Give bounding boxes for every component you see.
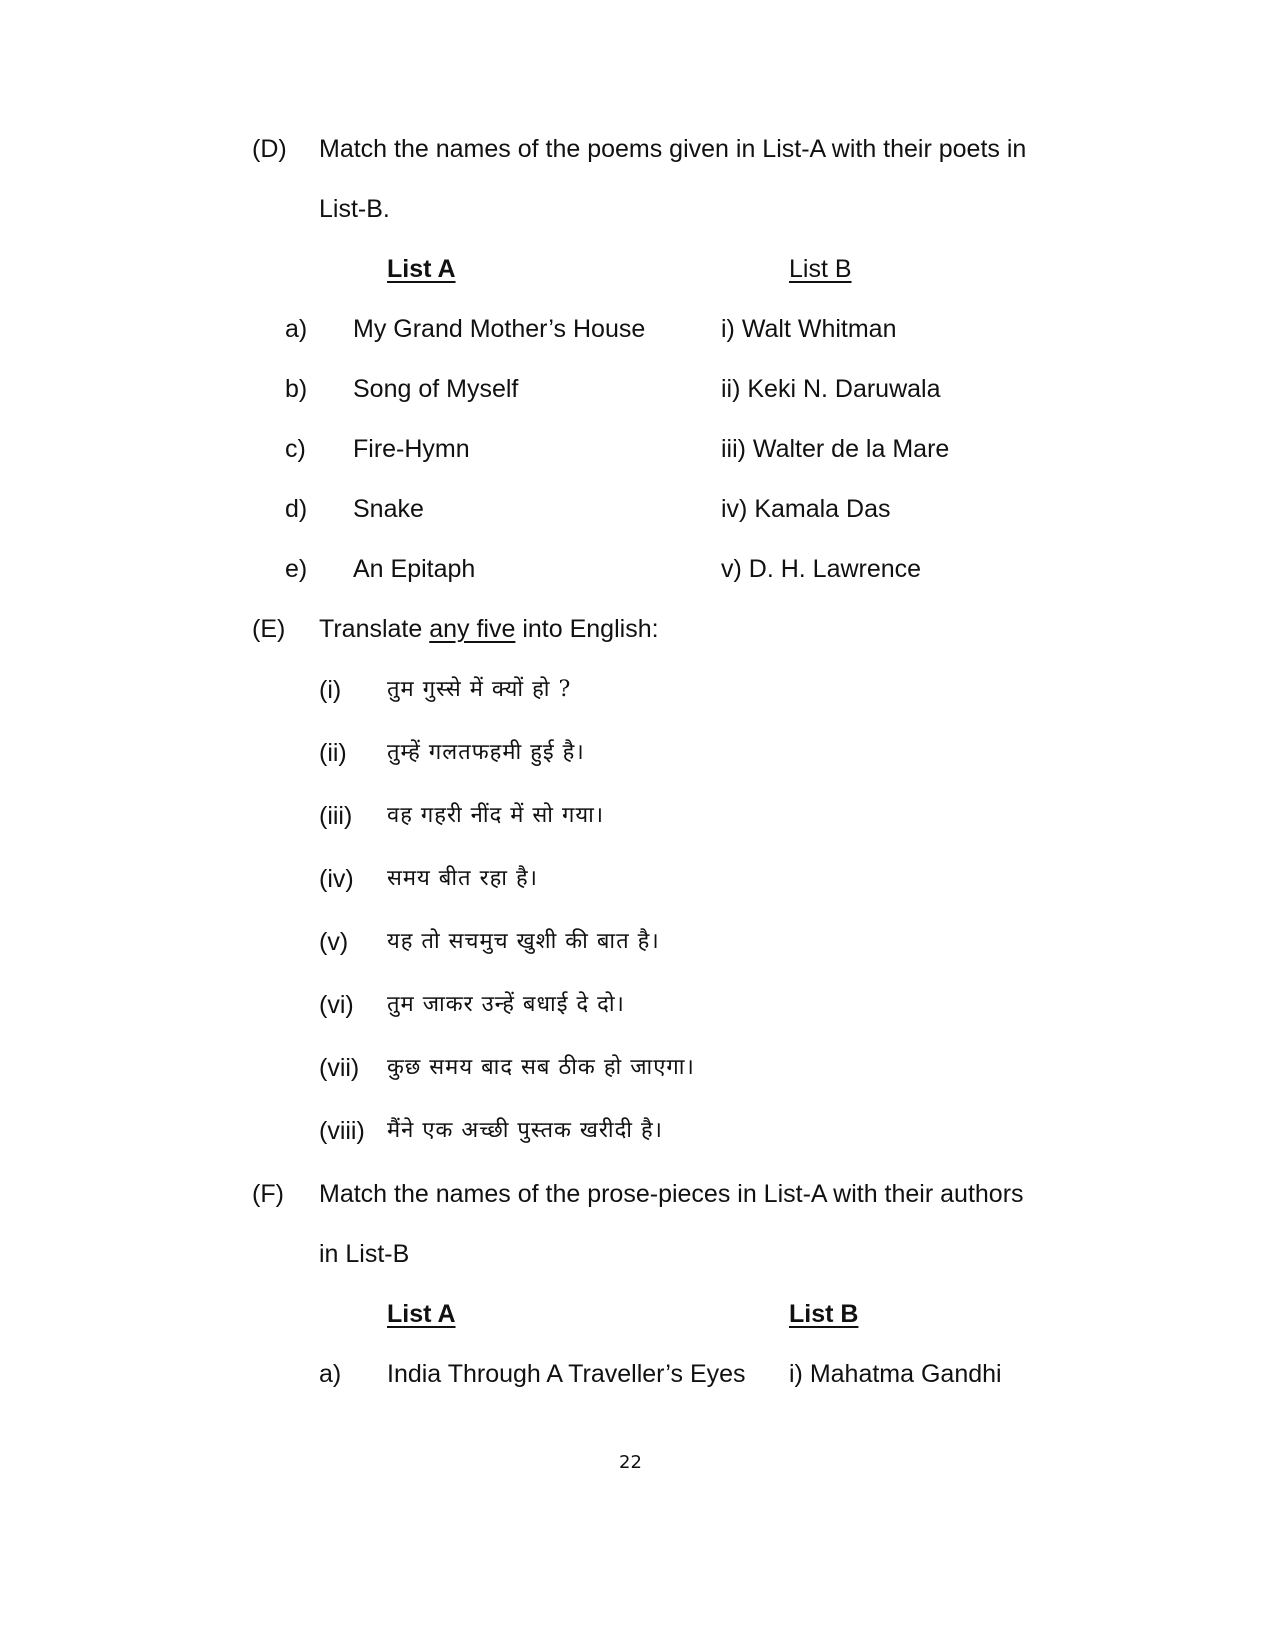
translation-item-number: (v) xyxy=(319,928,349,956)
instruction-emphasis: any five xyxy=(429,615,516,643)
page-number: 22 xyxy=(619,1452,642,1473)
poet-name: v) D. H. Lawrence xyxy=(721,555,922,583)
section-f-instruction-line2: in List-B xyxy=(319,1240,410,1268)
poem-title: My Grand Mother’s House xyxy=(353,315,646,343)
translation-sentence: तुम जाकर उन्हें बधाई दे दो। xyxy=(387,992,625,1017)
translation-sentence: मैंने एक अच्छी पुस्तक खरीदी है। xyxy=(387,1118,664,1143)
translation-item-number: (iv) xyxy=(319,865,354,893)
translation-sentence: यह तो सचमुच खुशी की बात है। xyxy=(387,929,660,954)
translation-item-number: (viii) xyxy=(319,1117,365,1145)
section-d-list-a-header: List A xyxy=(387,255,456,283)
list-item-letter: e) xyxy=(285,555,308,583)
instruction-suffix: into English: xyxy=(515,615,659,643)
translation-item-number: (ii) xyxy=(319,739,347,767)
poem-title: An Epitaph xyxy=(353,555,476,583)
section-f-list-a-header: List A xyxy=(387,1300,456,1328)
section-d-list-b-header: List B xyxy=(789,255,852,283)
poet-name: ii) Keki N. Daruwala xyxy=(721,375,941,403)
poem-title: Snake xyxy=(353,495,424,523)
section-e-instruction xyxy=(319,614,659,644)
poet-name: iv) Kamala Das xyxy=(721,495,891,523)
section-e-marker: (E) xyxy=(252,615,286,643)
list-item-letter: b) xyxy=(285,375,308,403)
list-item-letter: a) xyxy=(319,1360,342,1388)
poem-title: Song of Myself xyxy=(353,375,519,403)
section-f-instruction-line1: Match the names of the prose-pieces in List-A with their authors xyxy=(319,1180,1024,1208)
section-f-list-b-header: List B xyxy=(789,1300,859,1328)
section-d-instruction-line1: Match the names of the poems given in List-A with their poets in xyxy=(319,135,1027,163)
instruction-prefix: Translate xyxy=(319,615,430,643)
section-d-marker: (D) xyxy=(252,135,287,163)
section-d-instruction-line2: List-B. xyxy=(319,195,390,223)
translation-sentence: तुम्हें गलतफहमी हुई है। xyxy=(387,740,585,765)
poet-name: i) Walt Whitman xyxy=(721,315,897,343)
translation-sentence: कुछ समय बाद सब ठीक हो जाएगा। xyxy=(387,1055,695,1080)
translation-item-number: (vii) xyxy=(319,1054,360,1082)
translation-item-number: (iii) xyxy=(319,802,353,830)
prose-title: India Through A Traveller’s Eyes xyxy=(387,1360,746,1388)
translation-item-number: (vi) xyxy=(319,991,354,1019)
list-item-letter: a) xyxy=(285,315,308,343)
translation-sentence: तुम गुस्से में क्यों हो ? xyxy=(387,677,572,702)
poem-title: Fire-Hymn xyxy=(353,435,470,463)
translation-sentence: वह गहरी नींद में सो गया। xyxy=(387,803,605,828)
translation-sentence: समय बीत रहा है। xyxy=(387,866,538,891)
author-name: i) Mahatma Gandhi xyxy=(789,1360,1002,1388)
section-f-marker: (F) xyxy=(252,1180,284,1208)
translation-item-number: (i) xyxy=(319,676,342,704)
list-item-letter: c) xyxy=(285,435,306,463)
poet-name: iii) Walter de la Mare xyxy=(721,435,950,463)
list-item-letter: d) xyxy=(285,495,308,523)
